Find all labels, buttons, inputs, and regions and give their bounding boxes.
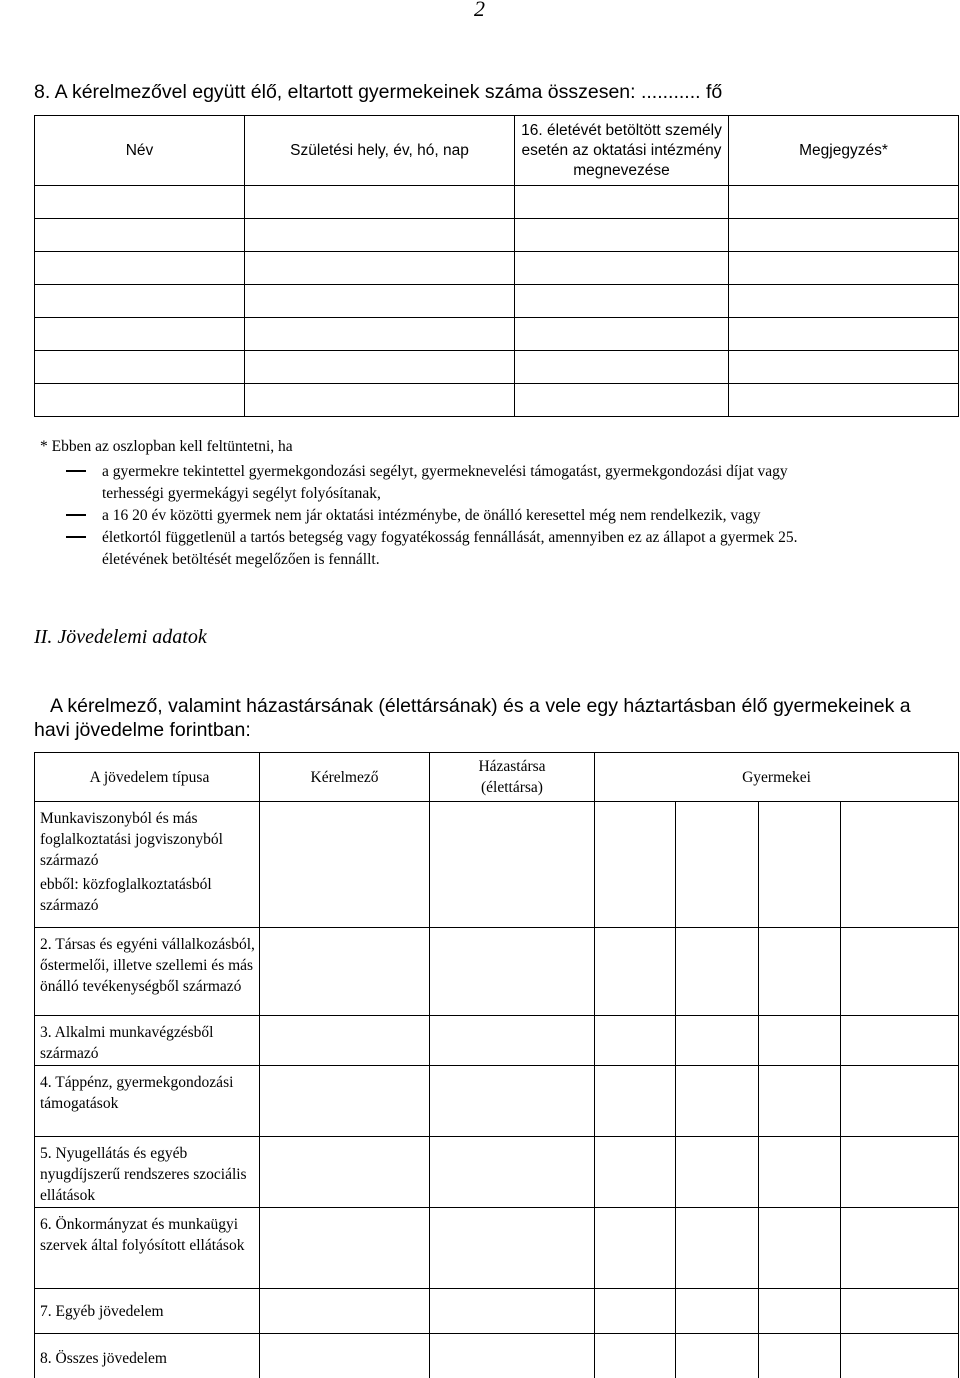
table-row	[35, 384, 959, 417]
income-label: 3. Alkalmi munkavégzésből származó	[35, 1016, 260, 1066]
spouse-header: Házastársa (élettársa)	[430, 753, 595, 802]
section-8-title: 8. A kérelmezővel együtt élő, eltartott gyermekeinek száma összesen: ........... fő	[34, 81, 723, 103]
income-label-sub: ebből: közfoglalkoztatásból származó	[40, 876, 212, 914]
table-row	[35, 1016, 959, 1066]
income-type-header: A jövedelem típusa	[35, 753, 260, 802]
income-label: 8. Összes jövedelem	[35, 1334, 260, 1378]
table-row	[35, 186, 959, 219]
dash-2	[66, 514, 86, 516]
dash-3	[66, 536, 86, 538]
note-bullet-3-line-1: életkortól függetlenül a tartós betegség vagy fogyatékosság fennállását, amennyiben ez az állapot a gyermek 25.	[102, 529, 798, 546]
section-2-intro: A kérelmező, valamint házastársának (élettársának) és a vele egy háztartásban élő gyermekeinek a havi jövedelme forintban:	[34, 695, 911, 741]
col-note-header: Megjegyzés*	[729, 116, 959, 186]
table-row	[35, 219, 959, 252]
table-row	[35, 252, 959, 285]
note-bullet-1-line-1: a gyermekre tekintettel gyermekgondozási segélyt, gyermeknevelési támogatást, gyermekgondozási díjat vagy	[102, 463, 788, 480]
income-label: 7. Egyéb jövedelem	[35, 1289, 260, 1334]
income-table	[34, 752, 959, 1378]
table-row	[35, 1066, 959, 1137]
income-label: Munkaviszonyból és más foglalkoztatási jogviszonyból származó	[40, 810, 223, 869]
note-bullet-2-line-1: a 16 20 év közötti gyermek nem jár oktatási intézménybe, de önálló keresettel még nem rendelkezik, vagy	[102, 507, 761, 524]
table-row	[35, 1289, 959, 1334]
note-intro: * Ebben az oszlopban kell feltüntetni, ha	[40, 438, 293, 455]
table-row	[35, 285, 959, 318]
table-row	[35, 1137, 959, 1208]
applicant-header: Kérelmező	[260, 753, 430, 802]
children-table	[34, 115, 959, 417]
table-row	[35, 318, 959, 351]
income-label: 6. Önkormányzat és munkaügyi szervek által folyósított ellátások	[35, 1208, 260, 1289]
page-number: 2	[474, 0, 485, 21]
dash-1	[66, 470, 86, 472]
table-row	[35, 1208, 959, 1289]
table-row	[35, 1334, 959, 1378]
table-row	[35, 802, 959, 928]
section-2-title: II. Jövedelemi adatok	[34, 626, 207, 648]
table-row	[35, 351, 959, 384]
note-bullet-1-line-2: terhességi gyermekágyi segélyt folyósítanak,	[102, 485, 381, 502]
income-label: 5. Nyugellátás és egyéb nyugdíjszerű rendszeres szociális ellátások	[35, 1137, 260, 1208]
children-header: Gyermekei	[595, 753, 959, 802]
note-bullet-3-line-2: életévének betöltését megelőzően is fennállt.	[102, 551, 380, 568]
col-name-header: Név	[35, 116, 245, 186]
col-birth-header: Születési hely, év, hó, nap	[245, 116, 515, 186]
col-school-header: 16. életévét betöltött személy esetén az oktatási intézmény megnevezése	[515, 116, 729, 186]
income-label: 4. Táppénz, gyermekgondozási támogatások	[35, 1066, 260, 1137]
income-label: 2. Társas és egyéni vállalkozásból, őstermelői, illetve szellemi és más önálló tevékenységből származó	[35, 928, 260, 1016]
table-row	[35, 928, 959, 1016]
